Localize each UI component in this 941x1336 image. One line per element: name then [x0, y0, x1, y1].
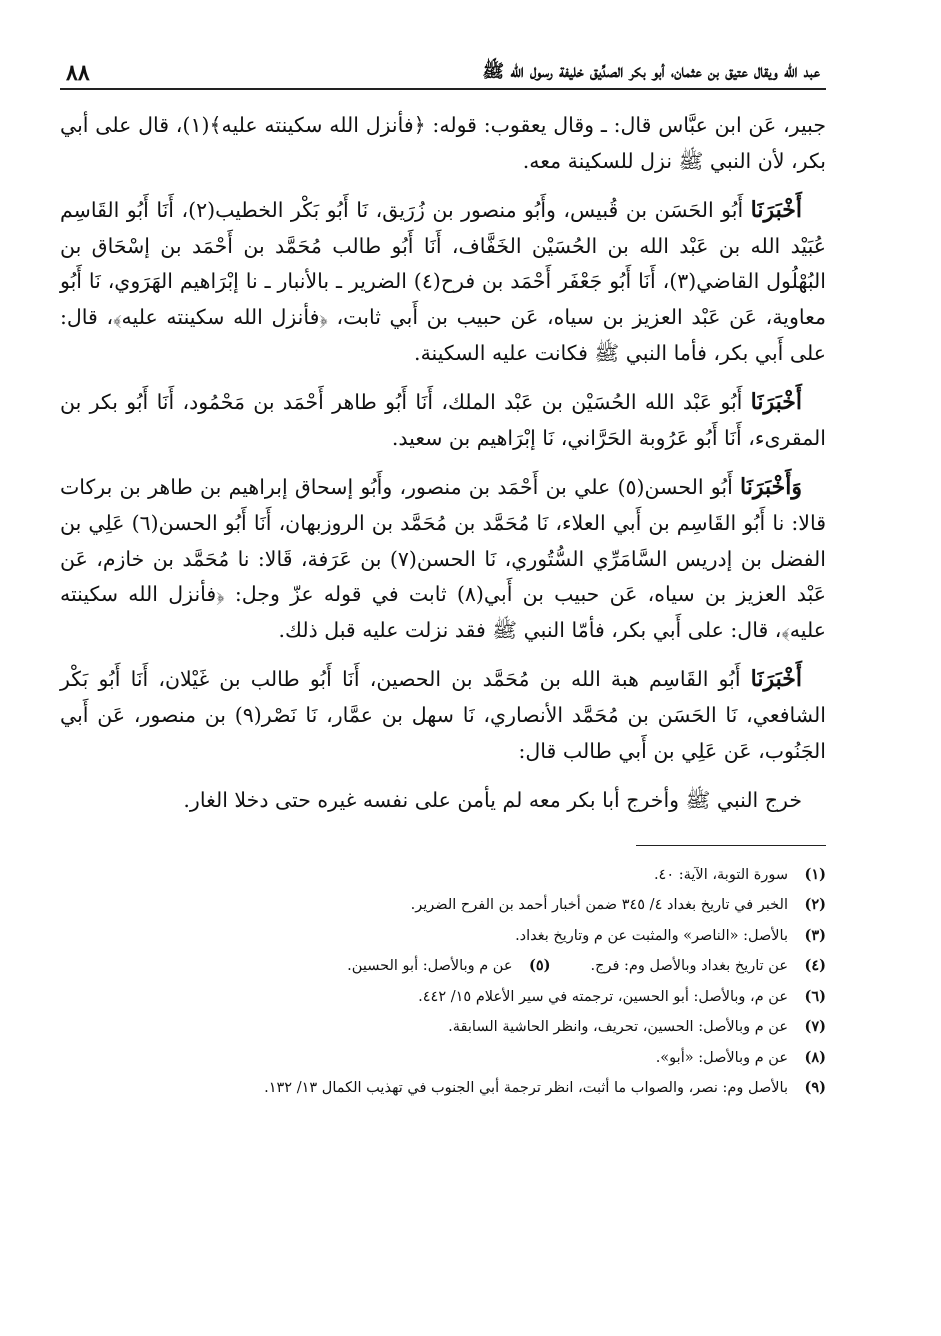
footnote-number: (٥) — [528, 957, 551, 975]
footnote-6 — [60, 982, 826, 1013]
paragraph-4 — [60, 470, 826, 648]
paragraph-text: أَبُو عَبْد الله الحُسَيْن بن عَبْد الملك، أَنَا أَبُو طاهر أَحْمَد بن مَحْمُود، أَنَا أَبُو بكر بن المقرىء، أَنَا أَبُو عَرُوبة الحَرَّاني، نَا إبْرَاهيم بن سعيد. — [60, 390, 826, 450]
paragraph-text: أَبُو الحسن(٥) علي بن أَحْمَد بن منصور، وأَبُو إسحاق إبراهيم بن طاهر بن بركات قالا: نا أَبُو القَاسِم بن أَبي العلاء، نَا مُحَمَّد بن مُحَمَّد بن الروزبهان، أَنَا أَبُو الحسن(٦) عَلِي بن الفضل بن إدريس السَّامَرِّي السُّتُوري، نَا الحسن(٧) بن عَرَفة، قَالا: نا مُحَمَّد بن خازم، عَن عَبْد العزيز بن سياه، عَن حبيب بن أَبي(٨) ثابت في قوله عزّ وجل: ﴿فأنزل الله سكينته عليه﴾، قال: على أَبي بكر، فأمّا النبي ﷺ فقد نزلت عليه قبل ذلك. — [60, 475, 826, 642]
footnote-text: عن تاريخ بغداد وبالأصل وم: فرج. — [590, 958, 788, 975]
footnote-separator — [636, 845, 826, 846]
footnotes — [60, 860, 826, 1104]
book-page — [60, 48, 826, 1288]
paragraph-text: أَبُو الحَسَن بن قُبيس، وأَبُو منصور بن زُرَيق، نَا أَبُو بَكْر الخطيب(٢)، أَنَا أَبُو القَاسِم عُبَيْد الله بن عَبْد الله بن الحُسَيْن الخَفَّاف، أَنَا أَبُو طالب مُحَمَّد بن أَحْمَد بن إسْحَاق بن البُهْلُول القاضي(٣)، أَنَا أَبُو جَعْفَر أَحْمَد بن فرح(٤) الضرير ـ بالأنبار ـ نا إبْرَاهيم الهَرَوي، نَا أَبُو معاوية، عَن عَبْد العزيز بن سياه، عَن حبيب بن أَبي ثابت، ﴿فأنزل الله سكينته عليه﴾، قال: على أَبي بكر، فأما النبي ﷺ فكانت عليه السكينة. — [60, 198, 826, 365]
footnote-9 — [60, 1073, 826, 1104]
page-number: ٨٨ — [66, 60, 90, 86]
footnote-2 — [60, 890, 826, 921]
main-text — [60, 108, 826, 819]
paragraph-5 — [60, 662, 826, 769]
footnote-text: عن م وبالأصل: «أبو». — [655, 1049, 788, 1066]
footnote-7 — [60, 1012, 826, 1043]
footnote-text: بالأصل وم: نصر، والصواب ما أثبت، انظر ترجمة أبي الجنوب في تهذيب الكمال ١٣/ ١٣٢. — [264, 1080, 788, 1097]
page-header — [60, 48, 826, 90]
paragraph-6 — [60, 783, 826, 819]
footnote-number: (١) — [804, 865, 826, 883]
footnote-text: الخبر في تاريخ بغداد ٤/ ٣٤٥ ضمن أخبار أحمد بن الفرح الضرير. — [410, 897, 788, 914]
paragraph-1 — [60, 108, 826, 179]
footnote-number: (٤) — [804, 957, 826, 975]
footnote-number: (٨) — [804, 1048, 826, 1066]
paragraph-2 — [60, 193, 826, 371]
isnad-lead: أَخْبَرَنَا — [750, 666, 802, 693]
footnote-number: (٧) — [804, 1018, 826, 1036]
isnad-lead: أَخْبَرَنَا — [750, 389, 802, 416]
footnote-1 — [60, 860, 826, 891]
paragraph-text: خرج النبي ﷺ وأخرج أبا بكر معه لم يأمن على نفسه غيره حتى دخلا الغار. — [183, 788, 802, 813]
footnote-text: بالأصل: «الناصر» والمثبت عن م وتاريخ بغداد. — [515, 927, 788, 944]
footnote-number: (٩) — [804, 1079, 826, 1097]
footnote-4 — [591, 951, 827, 982]
footnote-3 — [60, 921, 826, 952]
footnote-text: عن م، وبالأصل: أبو الحسين، ترجمته في سير الأعلام ١٥/ ٤٤٢. — [418, 988, 788, 1005]
running-title: عبد الله ويقال عتيق بن عثمان، أبو بكر الصدِّيق خليفة رسول الله ﷺ — [482, 61, 820, 82]
isnad-lead: أَخْبَرَنَا — [750, 197, 802, 224]
footnote-text: عن م وبالأصل: الحسين، تحريف، وانظر الحاشية السابقة. — [448, 1019, 788, 1036]
paragraph-3 — [60, 385, 826, 456]
footnote-row-4-5 — [60, 951, 826, 982]
footnote-number: (٣) — [804, 926, 826, 944]
footnote-text: عن م وبالأصل: أبو الحسين. — [347, 958, 513, 975]
footnote-5 — [347, 951, 550, 982]
footnote-number: (٢) — [804, 896, 826, 914]
isnad-lead: وَأَخْبَرَنَا — [740, 474, 802, 501]
paragraph-text: جبير، عَن ابن عبَّاس قال: ـ وقال يعقوب: قوله: ﴿فأنزل الله سكينته عليه﴾(١)، قال على أبي بكر، لأن النبي ﷺ نزل للسكينة معه. — [60, 113, 826, 173]
footnote-number: (٦) — [804, 987, 826, 1005]
paragraph-text: أَبُو القَاسِم هبة الله بن مُحَمَّد بن الحصين، أَنَا أَبُو طالب بن غَيْلان، أَنَا أَبُو بَكْر الشافعي، نَا الحَسَن بن مُحَمَّد الأنصاري، نَا سهل بن عمَّار، نَا نَصْر(٩) بن منصور، عَن أَبي الجَنُوب، عَن عَلِي بن أَبي طالب قال: — [60, 667, 826, 763]
footnote-8 — [60, 1043, 826, 1074]
footnote-text: سورة التوبة، الآية: ٤٠. — [653, 866, 788, 883]
